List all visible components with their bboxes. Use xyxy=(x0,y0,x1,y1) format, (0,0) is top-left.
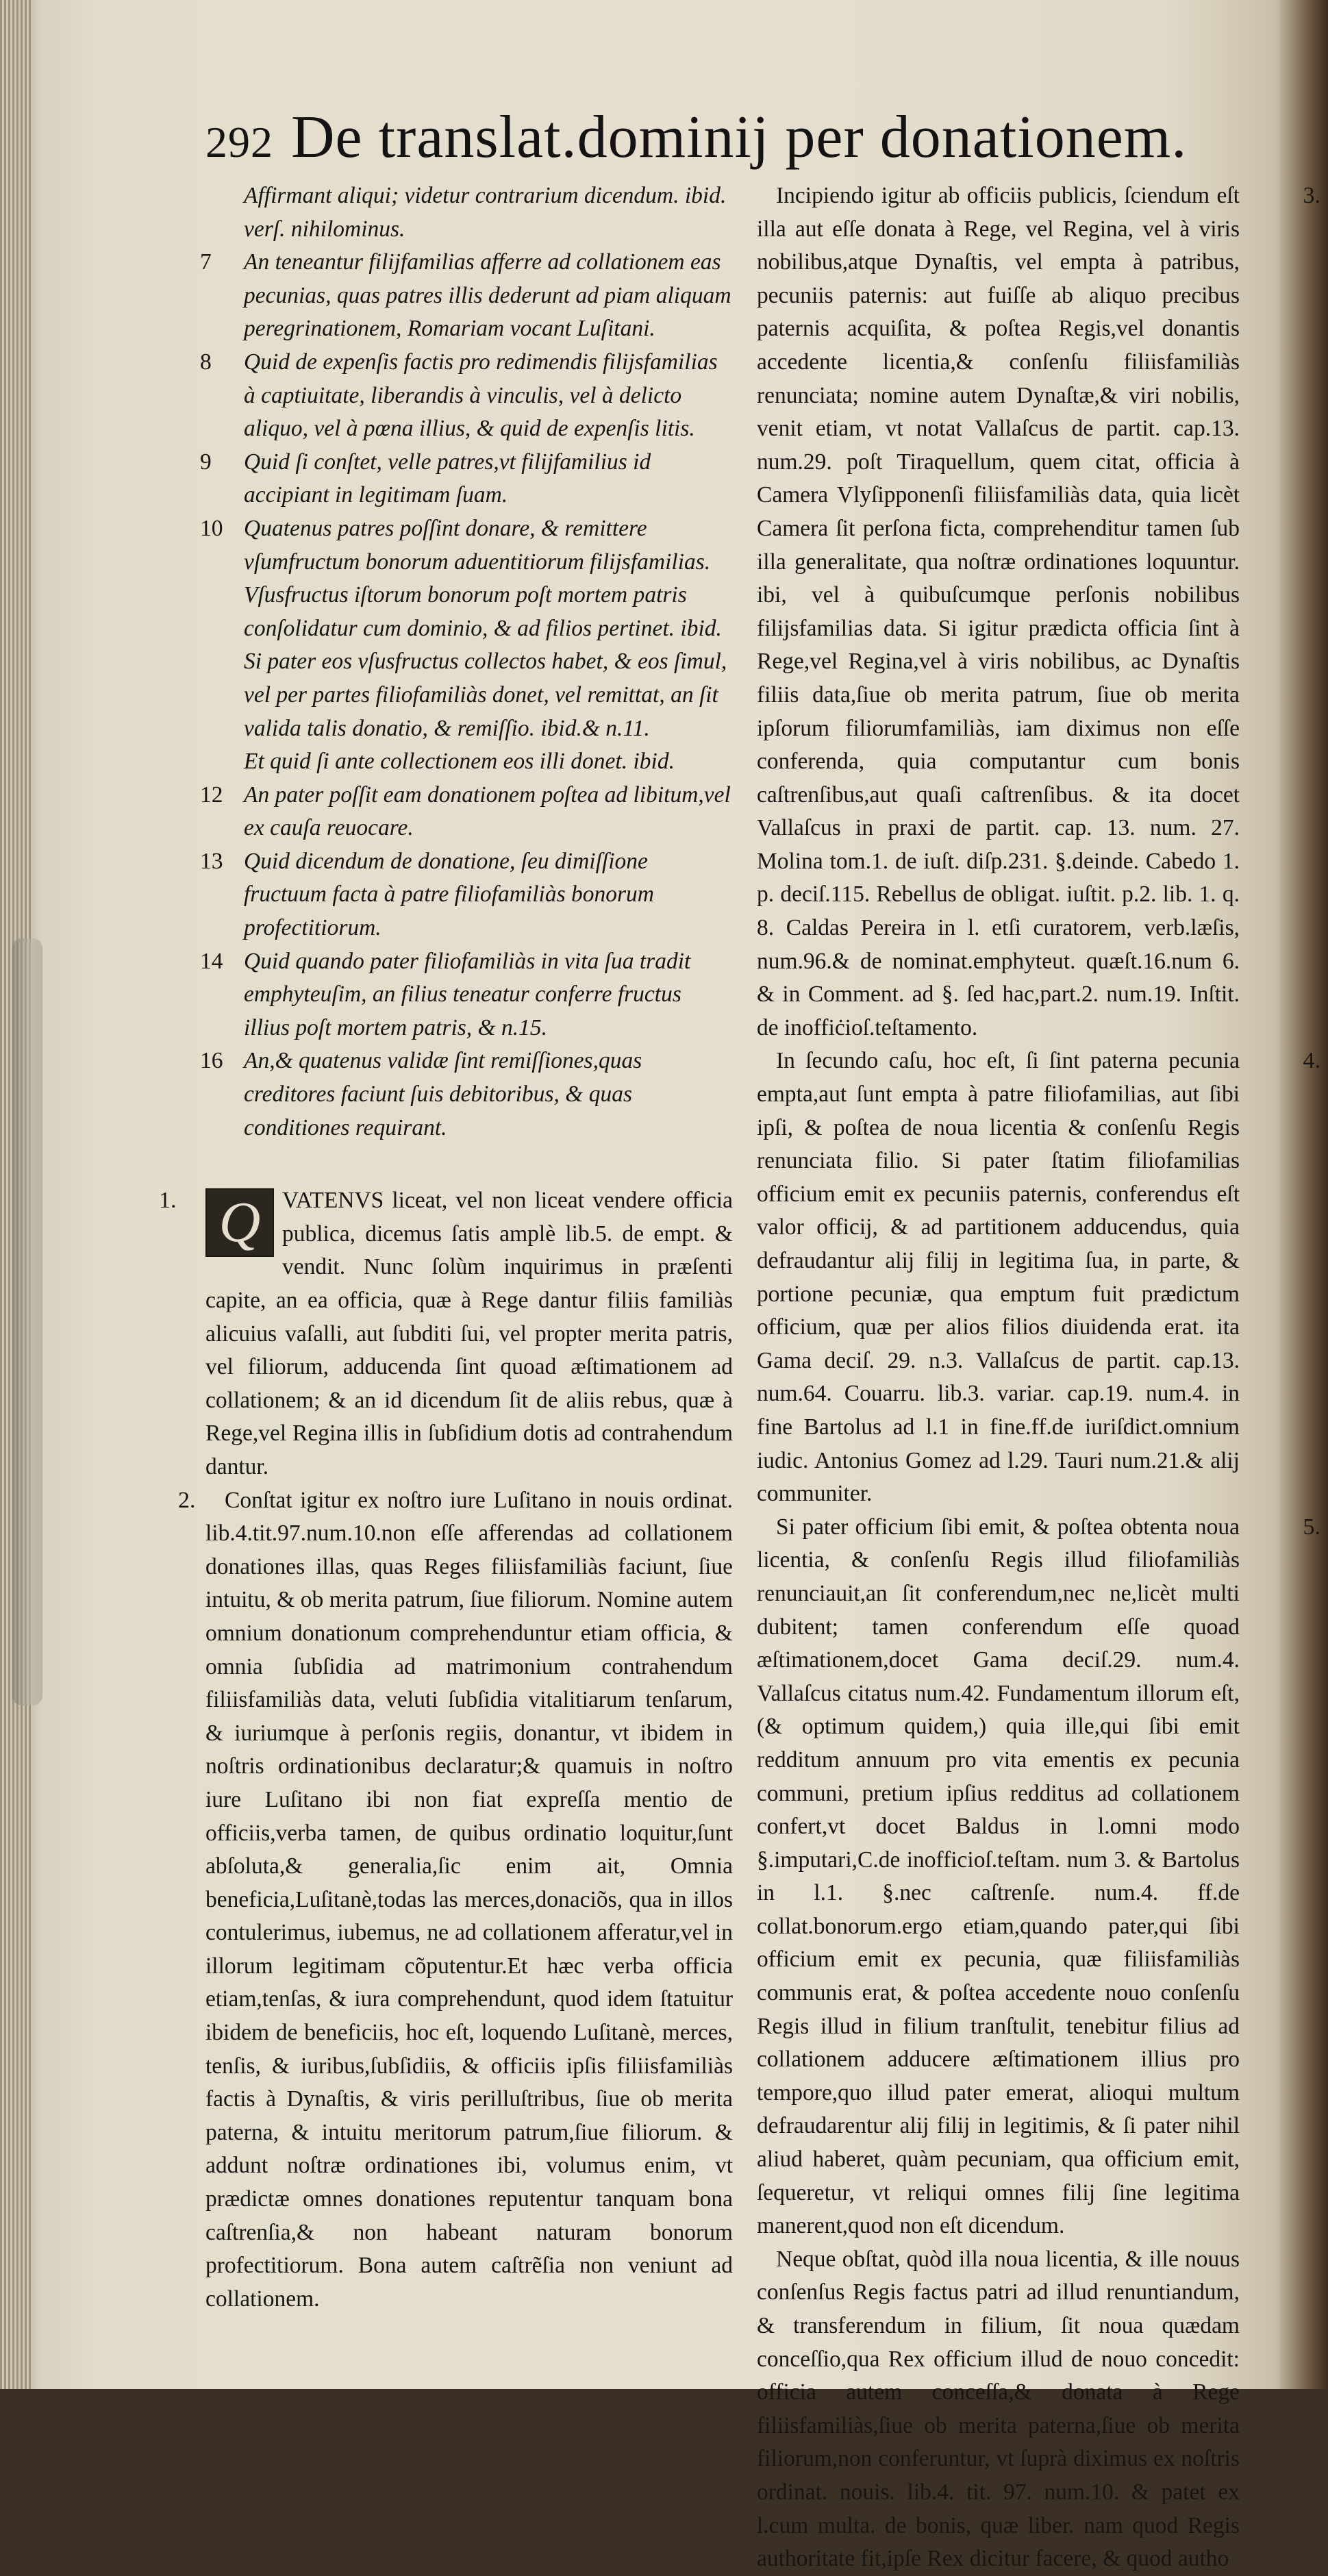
body-paragraph: 4. In ſecundo caſu, hoc eſt, ſi ſint paterna pecunia empta,aut ſunt empta à patre filiofamilias, aut ſibi ipſi, & poſtea de noua licentia & conſenſu Regis renunciata filio. Si pater ſtatim filiofamilias officium emit ex pecuniis paternis, conferendus eſt valor officij, & ad partitionem adducendus, quia defraudantur alij filij in legitima ſua, in parte, & portione pecuniæ, qua emptum fuit prædictum officium, quæ per alios filios diuidenda erat. ita Gama deciſ. 29. n.3. Vallaſcus de partit. cap.13. num.64. Couarru. lib.3. variar. cap.19. num.4. in fine Bartolus ad l.1 in fine.ff.de iuriſdict.omnium iudic. Antonius Gomez ad l.29. Tauri num.21.& alij communiter. xyxy=(757,1045,1240,1510)
summary-item: 16 An,& quatenus validæ ſint remiſſiones,quas creditores faciunt ſuis debitoribus, & quas conditiones requirant. xyxy=(200,1048,642,1140)
summary-item: Affirmant aliqui; videtur contrarium dicendum. ibid. verſ. nihilominus. xyxy=(244,183,727,242)
summary-item: 8 Quid de expenſis factis pro redimendis filijsfamilias à captiuitate, liberandis à vinculis, vel à delicto aliquo, vel à pœna illius, & quid de expenſis litis. xyxy=(200,349,718,442)
summary-item: Si pater eos vſusfructus collectos habet, & eos ſimul, vel per partes filiofamiliàs donet, vel remittat, an ſit valida talis donatio, & remiſſio. ibid.& n.11. xyxy=(244,649,727,741)
running-header xyxy=(205,103,1188,185)
margin-number: 5. xyxy=(1303,1514,1320,1540)
margin-number: 1. xyxy=(159,1188,177,1214)
margin-number: 4. xyxy=(1303,1048,1320,1074)
summary-item: 13 Quid dicendum de donatione, ſeu dimiſſione fructuum facta à patre filiofamiliàs bonorum profectitiorum. xyxy=(200,848,654,941)
summary-item: Vſusfructus iſtorum bonorum poſt mortem patris conſolidatur cum dominio, & ad filios pertinet. ibid. xyxy=(244,582,722,641)
summary-item: 9 Quid ſi conſtet, velle patres,vt filijfamilius id accipiant in legitimam ſuam. xyxy=(200,449,651,508)
page-number: 292 xyxy=(205,118,273,166)
binding-clip xyxy=(12,938,42,1705)
left-column xyxy=(159,179,733,2316)
summary-item: 10 Quatenus patres poſſint donare, & remittere vſumfructum bonorum aduentitiorum filijsfamilias. xyxy=(200,515,711,575)
summary-item: 14 Quid quando pater filiofamiliàs in vita ſua tradit emphyteuſim, an filius teneatur conferre fructus illius poſt mortem patris, & n.15. xyxy=(200,948,691,1040)
body-paragraph: 3. Incipiendo igitur ab officiis publicis, ſciendum eſt illa aut eſſe donata à Rege, vel Regina, vel à viris nobilibus,atque Dynaſtis, vel empta à patribus, pecuniis paternis: aut fuiſſe ab aliquo precibus paternis acquiſita, & poſtea Regis,vel donantis accedente licentia,& conſenſu filiisfamiliàs renunciata; nomine autem Dynaſtæ,& viri nobilis, venit etiam, vt notat Vallaſcus de partit. cap.13. num.29. poſt Tiraquellum, quem citat, officia à Camera Vlyſipponenſi filiisfamiliàs data, quia licèt Camera ſit perſona ficta, comprehenditur tamen ſub illa generalitate, qua noſtræ ordinationes loquuntur. ibi, vel à quibuſcumque perſonis nobilibus filijsfamilias data. Si igitur prædicta officia ſint à Rege,vel Regina,vel à viris nobilibus, ac Dynaſtis filiis data,ſiue ob merita patrum, ſiue ob merita ipſorum filiorumfamiliàs, iam diximus non eſſe conferenda, quia computantur cum bonis caſtrenſibus,aut quaſi caſtrenſibus. & ita docet Vallaſcus in praxi de partit. cap. 13. num. 27. Molina tom.1. de iuſt. diſp.231. §.deinde. Cabedo 1. p. deciſ.115. Rebellus de obligat. iuſtit. p.2. lib. 1. q. 8. Caldas Pereira in l. etſi curatorem, verb.læſis, num.96.& de nominat.emphyteut. quæſt.16.num 6. & in Comment. ad §. ſed hac,part.2. num.19. Inſtit. de inoffiċioſ.teſtamento. xyxy=(757,179,1240,1045)
summary-item: 12 An pater poſſit eam donationem poſtea ad libitum,vel ex cauſa reuocare. xyxy=(200,781,731,841)
running-title: De translat.dominij per donationem. xyxy=(291,104,1188,171)
body-paragraph: 5. Si pater officium ſibi emit, & poſtea obtenta noua licentia, & conſenſu Regis illud filiofamiliàs renunciauit,an ſit conferendum,nec ne,licèt multi dubitent; tamen conferendum eſſe quoad æſtimationem,docet Gama deciſ.29. num.4. Vallaſcus citatus num.42. Fundamentum illorum eſt, (& optimum quidem,) quia ille,qui ſibi emit redditum annuum pro vita ementis ex pecunia communi, pretium ipſius redditus ad collationem confert,vt docet Baldus in l.omni modo §.imputari,C.de inofficioſ.teſtam. num 3. & Bartolus in l.1. §.nec caſtrenſe. num.4. ff.de collat.bonorum.ergo etiam,quando pater,qui ſibi officium emit ex pecunia, quæ filiisfamiliàs communis erat, & poſtea accedente nouo conſenſu Regis illud in filium tranſtulit, tenebitur filius ad collationem adducere æſtimationem illius pro tempore,quo illud pater emerat, alioqui multum defraudarentur alij filij in legitimis, & ſi pater nihil aliud haberet, quàm pecuniam, qua officium emit, ſequeretur, vt reliqui omnes filij ſine legitima manerent,quod non eſt dicendum. xyxy=(757,1511,1240,2243)
drop-cap: Q xyxy=(205,1188,274,1257)
body-paragraph: Neque obſtat, quòd illa noua licentia, & ille nouus conſenſus Regis factus patri ad illud renuntiandum, & transferendum in filium, ſit noua quædam conceſſio,qua Rex officium illud de nouo concedit: officia autem conceſſa,& donata à Rege filiisfamiliàs,ſiue ob merita paterna,ſiue ob merita filiorum,non conferuntur, vt ſuprà diximus ex noſtris ordinat. nouis. lib.4. tit. 97. num.10. & patet ex l.cum multa. de bonis, quæ liber. nam quod Regis authoritate fit,ipſe Rex dicitur facere, & quod autho xyxy=(757,2246,1240,2572)
body-paragraph: 1. Q VATENVS liceat, vel non liceat vendere officia publica, dicemus ſatis amplè lib.5. de empt. & vendit. Nunc ſolùm inquirimus in præſenti capite, an ea officia, quæ à Rege dantur filiis familiàs alicuius vaſalli, aut ſubditi ſui, vel propter merita patris, vel filiorum, adducenda ſint quoad æſtimationem ad collationem; & an id dicendum ſit de aliis rebus, quæ à Rege,vel Regina illis in ſubſidium dotis ad contrahendum dantur. xyxy=(205,1184,733,1484)
summary-item: 7 An teneantur filijfamilias afferre ad collationem eas pecunias, quas patres illis dederunt ad piam aliquam peregrinationem, Romariam vocant Luſitani. xyxy=(200,249,731,342)
summary-item: Et quid ſi ante collectionem eos illi donet. ibid. xyxy=(244,749,675,775)
book-spine-shadow xyxy=(1280,0,1328,2389)
margin-number: 3. xyxy=(1303,183,1320,208)
body-paragraph: 2. Conſtat igitur ex noſtro iure Luſitano in nouis ordinat. lib.4.tit.97.num.10.non eſſe afferendas ad collationem donationes illas, quas Reges filiisfamiliàs faciunt, ſiue intuitu, & ob merita patrum, ſiue filiorum. Nomine autem omnium donationum comprehenduntur etiam officia, & omnia ſubſidia ad matrimonium contrahendum filiisfamiliàs data, veluti ſubſidia vitalitiarum tenſarum, & iuriumque à perſonis regiis, donantur, vt ibidem in noſtris ordinationibus declaratur;& quamuis in noſtro iure Luſitano ibi non fiat expreſſa mentio de officiis,verba tamen, de quibus ordinatio loquitur,ſunt abſoluta,& generalia,ſic enim ait, Omnia beneficia,Luſitanè,todas las merces,donaciõs, qua in illos contulerimus, iubemus, ne ad collationem afferatur,vel in illorum legitimam cõputentur.Et hæc verba officia etiam,tenſas, & iura comprehendunt, quod idem ſtatuitur ibidem de beneficiis, hoc eſt, loquendo Luſitanè, merces, tenſis, & iuribus,ſubſidiis, & officiis ipſis filiisfamiliàs factis à Dynaſtis, & viris perilluſtribus, ſiue ob merita paterna, & intuitu meritorum patrum,ſiue filiorum. & addunt noſtræ ordinationes ibi, volumus enim, vt prædictæ omnes donationes reputentur tanquam bona caſtrenſia,& non habeant naturam bonorum profectitiorum. Bona autem caſtrẽſia non veniunt ad collationem. xyxy=(205,1484,733,2316)
right-column xyxy=(757,179,1320,2576)
margin-number: 2. xyxy=(178,1487,196,1513)
chapter-summary xyxy=(200,179,733,1145)
